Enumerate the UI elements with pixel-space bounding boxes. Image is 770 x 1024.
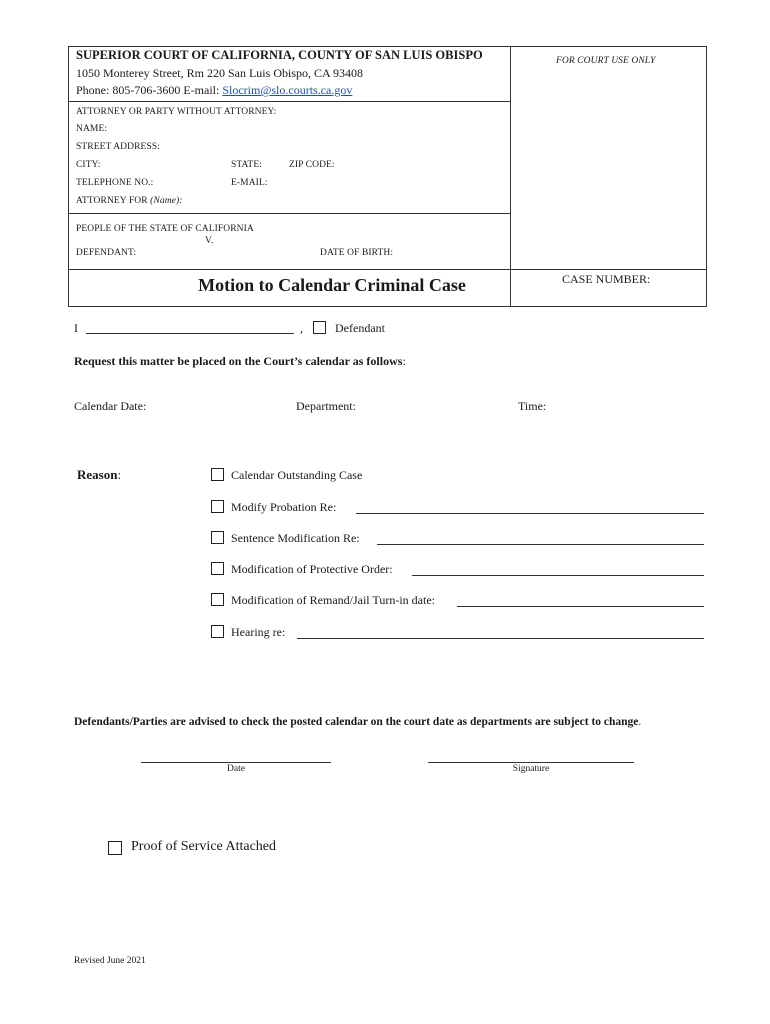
calendar-date-label: Calendar Date: — [74, 399, 147, 413]
time-label: Time: — [518, 399, 547, 413]
reason-label-sentence: Sentence Modification Re: — [231, 531, 360, 545]
versus-label: V. — [205, 236, 214, 246]
attorney-for-name-label: (Name): — [150, 196, 183, 206]
signature-caption: Signature — [512, 764, 550, 774]
request-text: Request this matter be placed on the Court’s calendar as follows — [74, 354, 403, 368]
header-divider-2 — [68, 213, 510, 214]
court-phone: Phone: 805-706-3600 E-mail: — [76, 83, 223, 97]
reason-label-probation: Modify Probation Re: — [231, 500, 337, 514]
reason-label-protective-order: Modification of Protective Order: — [231, 562, 393, 576]
date-caption: Date — [227, 764, 245, 774]
attorney-heading: ATTORNEY OR PARTY WITHOUT ATTORNEY: — [76, 107, 277, 117]
reason-checkbox-probation[interactable] — [211, 500, 224, 513]
advisory-text: Defendants/Parties are advised to check the posted calendar on the court date as departments are subject to change — [74, 716, 639, 728]
header-divider-vertical — [510, 46, 511, 307]
street-address-label: STREET ADDRESS: — [76, 142, 160, 152]
sentence-field[interactable] — [377, 544, 704, 545]
remand-field[interactable] — [457, 606, 704, 607]
court-contact — [76, 83, 352, 98]
state-label: STATE: — [231, 160, 262, 170]
reason-checkbox-outstanding[interactable] — [211, 468, 224, 481]
department-label: Department: — [296, 399, 356, 413]
defendant-checkbox[interactable] — [313, 321, 326, 334]
reason-label-remand: Modification of Remand/Jail Turn-in date: — [231, 593, 435, 607]
advisory-period: . — [638, 716, 642, 728]
reason-colon: : — [117, 467, 122, 482]
attorney-name-label: NAME: — [76, 124, 108, 134]
reason-checkbox-hearing[interactable] — [211, 625, 224, 638]
name-field[interactable] — [86, 333, 294, 334]
reason-label-hearing: Hearing re: — [231, 625, 286, 639]
i-label: I — [74, 321, 78, 335]
proof-of-service-label: Proof of Service Attached — [131, 839, 277, 854]
defendant-label: DEFENDANT: — [76, 248, 137, 258]
date-of-birth-label: DATE OF BIRTH: — [320, 248, 394, 258]
attorney-for-text: ATTORNEY FOR — [76, 196, 151, 206]
reason-checkbox-remand[interactable] — [211, 593, 224, 606]
reason-label-outstanding: Calendar Outstanding Case — [231, 468, 363, 482]
city-label: CITY: — [76, 160, 101, 170]
proof-of-service-checkbox[interactable] — [108, 841, 122, 855]
telephone-label: TELEPHONE NO.: — [76, 178, 154, 188]
court-email-link[interactable]: Slocrim@slo.courts.ca.gov — [222, 83, 353, 97]
header-divider-3 — [68, 269, 707, 270]
case-number-label: CASE NUMBER: — [562, 272, 651, 286]
defendant-option-label: Defendant — [335, 321, 385, 335]
request-line — [74, 354, 406, 369]
email-label: E-MAIL: — [231, 178, 268, 188]
header-divider-1 — [68, 101, 510, 102]
date-field[interactable] — [141, 762, 331, 763]
signature-field[interactable] — [428, 762, 634, 763]
reason-text: Reason — [77, 467, 118, 482]
court-use-only: FOR COURT USE ONLY — [556, 56, 656, 66]
reason-checkbox-sentence[interactable] — [211, 531, 224, 544]
hearing-field[interactable] — [297, 638, 704, 639]
zip-code-label: ZIP CODE: — [289, 160, 335, 170]
revised-date: Revised June 2021 — [74, 956, 146, 966]
attorney-for-label — [76, 196, 183, 206]
court-address: 1050 Monterey Street, Rm 220 San Luis Obispo, CA 93408 — [76, 66, 363, 80]
comma: , — [300, 321, 303, 335]
protective-order-field[interactable] — [412, 575, 704, 576]
request-colon: : — [402, 354, 406, 368]
reason-checkbox-protective-order[interactable] — [211, 562, 224, 575]
people-label: PEOPLE OF THE STATE OF CALIFORNIA — [76, 224, 254, 234]
reason-label — [77, 467, 121, 483]
court-name: SUPERIOR COURT OF CALIFORNIA, COUNTY OF SAN LUIS OBISPO — [76, 48, 483, 62]
advisory-line — [74, 716, 641, 728]
form-title: Motion to Calendar Criminal Case — [198, 275, 466, 295]
probation-field[interactable] — [356, 513, 704, 514]
